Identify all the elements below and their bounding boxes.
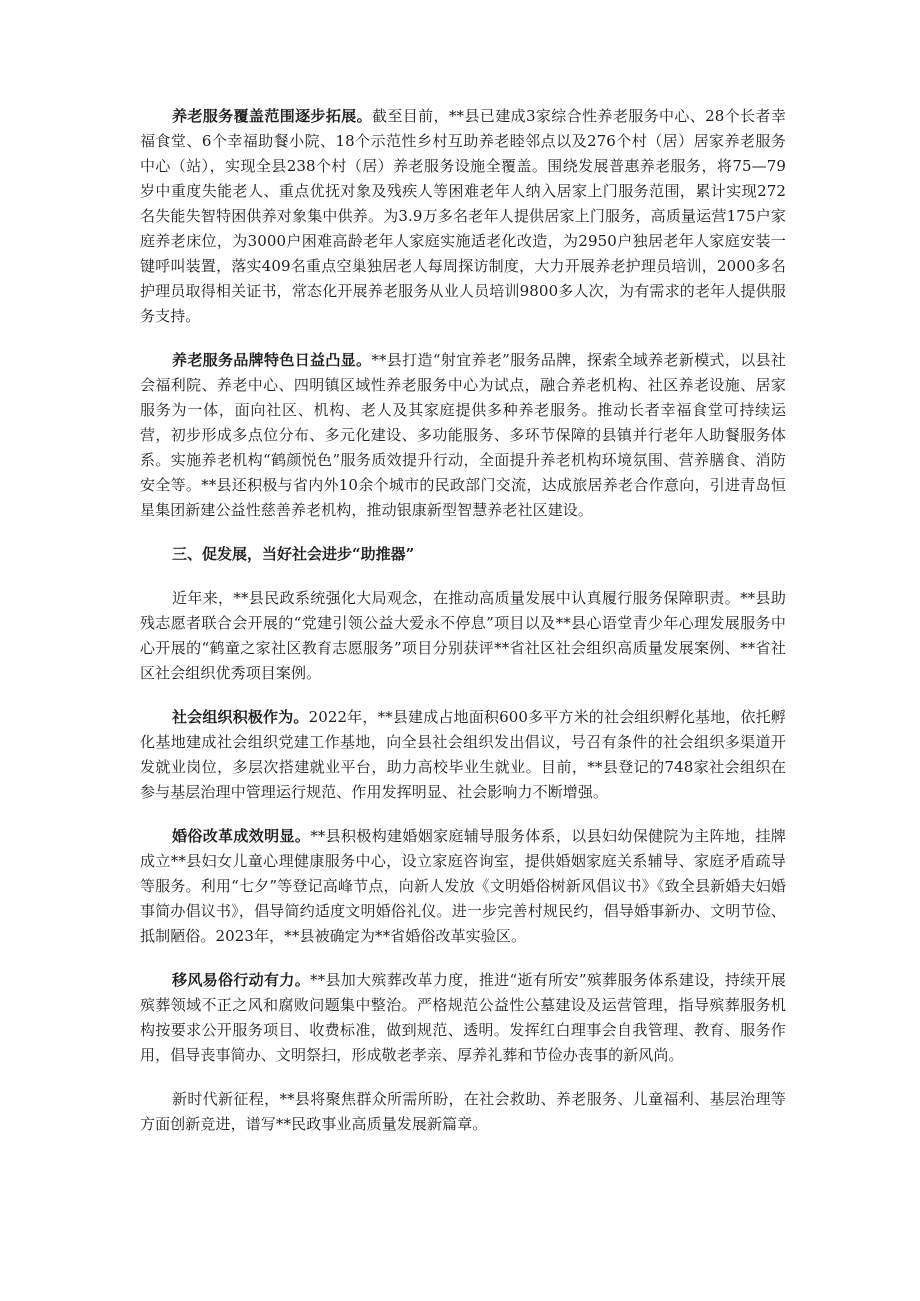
section-heading: 三、促发展，当好社会进步“助推器” — [172, 545, 415, 563]
paragraph-intro: 近年来，**县民政系统强化大局观念，在推动高质量发展中认真履行服务保障职责。**县助残志愿者联合会开展的“党建引领公益大爱永不停息”项目以及**县心语堂青少年心理发展服务中心开展的“鹤童之家社区教育志愿服务”项目分别获评**省社区社会组织高质量发展案例、**省社区社会组织优秀项目案例。 — [140, 589, 786, 682]
paragraph-body: 2022年，**县建成占地面积600多平方米的社会组织孵化基地，依托孵化基地建成社会组织党建工作基地，向全县社会组织发出倡议，号召有条件的社会组织多渠道开发就业岗位，多层次搭建就业平台，助力高校毕业生就业。目前，**县登记的748家社会组织在参与基层治理中管理运行规范、作用发挥明显、社会影响力不断增强。 — [140, 708, 786, 801]
paragraph-social-organizations — [140, 705, 786, 805]
paragraph-elderly-brand — [140, 348, 786, 523]
paragraph-marriage-reform — [140, 824, 786, 949]
paragraph-body: **县打造“射宜养老”服务品牌，探索全域养老新模式，以县社会福利院、养老中心、四明镇区域性养老服务中心为试点，融合养老机构、社区养老设施、居家服务为一体，面向社区、机构、老人及其家庭提供多种养老服务。推动长者幸福食堂可持续运营，初步形成多点位分布、多元化建设、多功能服务、多环节保障的县镇并行老年人助餐服务体系。实施养老机构“鹤颜悦色”服务质效提升行动，全面提升养老机构环境氛围、营养膳食、消防安全等。**县还积极与省内外10余个城市的民政部门交流，达成旅居养老合作意向，引进青岛恒星集团新建公益性慈善养老机构，推动银康新型智慧养老社区建设。 — [140, 351, 786, 519]
document-page — [140, 104, 786, 1156]
paragraph-customs-reform — [140, 968, 786, 1068]
paragraph-closing: 新时代新征程，**县将聚焦群众所需所盼，在社会救助、养老服务、儿童福利、基层治理等方面创新竞进，谱写**民政事业高质量发展新篇章。 — [140, 1090, 786, 1133]
paragraph-lead: 移风易俗行动有力。 — [172, 971, 311, 989]
paragraph-body: **县加大殡葬改革力度，推进“逝有所安”殡葬服务体系建设，持续开展殡葬领域不正之风和腐败问题集中整治。严格规范公益性公墓建设及运营管理，指导殡葬服务机构按要求公开服务项目、收费标准，做到规范、透明。发挥红白理事会自我管理、教育、服务作用，倡导丧事简办、文明祭扫，形成敬老孝亲、厚养礼葬和节俭办丧事的新风尚。 — [140, 971, 786, 1064]
paragraph-lead: 婚俗改革成效明显。 — [172, 827, 311, 845]
paragraph-lead: 养老服务覆盖范围逐步拓展。 — [172, 107, 373, 125]
paragraph-body: **县积极构建婚姻家庭辅导服务体系，以县妇幼保健院为主阵地，挂牌成立**县妇女儿童心理健康服务中心，设立家庭咨询室，提供婚姻家庭关系辅导、家庭矛盾疏导等服务。利用“七夕”等登记高峰节点，向新人发放《文明婚俗树新风倡议书》《致全县新婚夫妇婚事简办倡议书》，倡导简约适度文明婚俗礼仪。进一步完善村规民约，倡导婚事新办、文明节俭、抵制陋俗。2023年，**县被确定为**省婚俗改革实验区。 — [140, 827, 786, 945]
paragraph-lead: 社会组织积极作为。 — [172, 708, 309, 726]
paragraph-elderly-coverage — [140, 104, 786, 329]
paragraph-lead: 养老服务品牌特色日益凸显。 — [172, 351, 372, 369]
paragraph-body: 截至目前，**县已建成3家综合性养老服务中心、28个长者幸福食堂、6个幸福助餐小院、18个示范性乡村互助养老睦邻点以及276个村（居）居家养老服务中心（站），实现全县238个村（居）养老服务设施全覆盖。围绕发展普惠养老服务，将75—79岁中重度失能老人、重点优抚对象及残疾人等困难老年人纳入居家上门服务范围，累计实现272名失能失智特困供养对象集中供养。为3.9万多名老年人提供居家上门服务，高质量运营175户家庭养老床位，为3000户困难高龄老年人家庭实施适老化改造，为2950户独居老年人家庭安装一键呼叫装置，落实409名重点空巢独居老人每周探访制度，大力开展养老护理员培训，2000多名护理员取得相关证书，常态化开展养老服务从业人员培训9800多人次，为有需求的老年人提供服务支持。 — [140, 107, 786, 325]
